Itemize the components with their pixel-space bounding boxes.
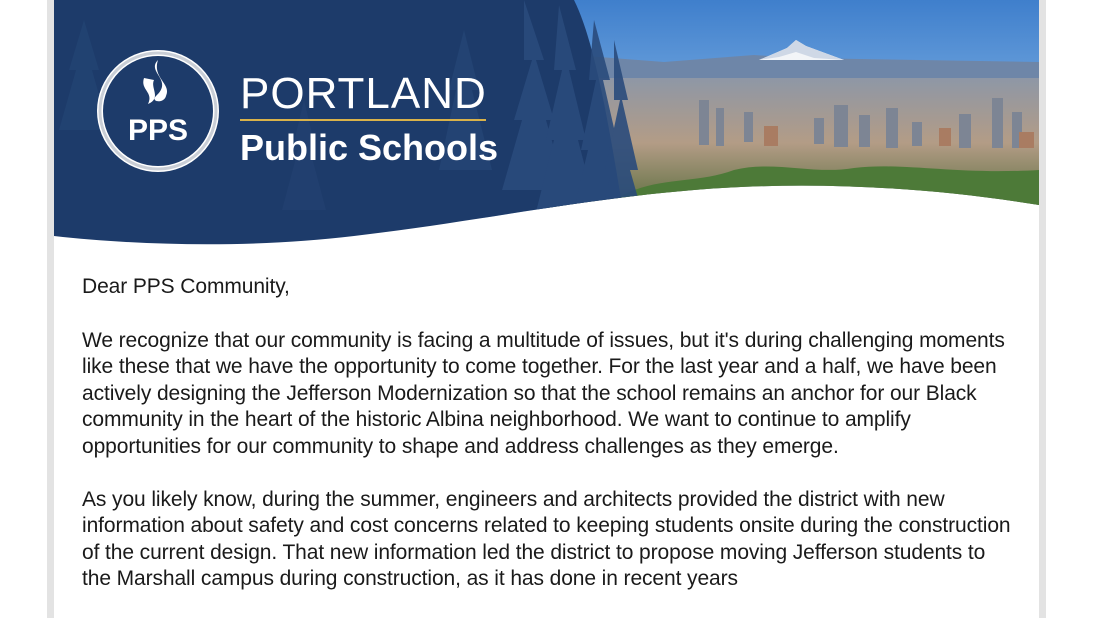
email-message xyxy=(54,0,1039,618)
wordmark-public-schools: Public Schools xyxy=(240,127,499,168)
paragraph-2: As you likely know, during the summer, engineers and architects provided the district with new information about safety and cost concerns related to keeping students onsite during the construction of the current design. That new information led the district to propose moving Jefferson students to the Marshall campus during construction, as it has done in recent years xyxy=(82,487,1011,591)
header-banner xyxy=(54,0,1039,250)
logo-initials: PPS xyxy=(127,114,189,147)
pps-logo xyxy=(97,50,219,172)
banner-graphic xyxy=(54,0,1039,250)
greeting-text: Dear PPS Community, xyxy=(82,275,290,298)
paragraph-1: We recognize that our community is facing a multitude of issues, but it's during challenging moments like these that we have the opportunity to come together. For the last year and a half, we have been actively designing the Jefferson Modernization so that the school remains an anchor for our Black community in the heart of the historic Albina neighborhood. We want to continue to amplify opportunities for our community to shape and address challenges as they emerge. xyxy=(82,328,1005,458)
email-body xyxy=(82,274,1017,618)
wordmark-portland: PORTLAND xyxy=(240,69,487,118)
